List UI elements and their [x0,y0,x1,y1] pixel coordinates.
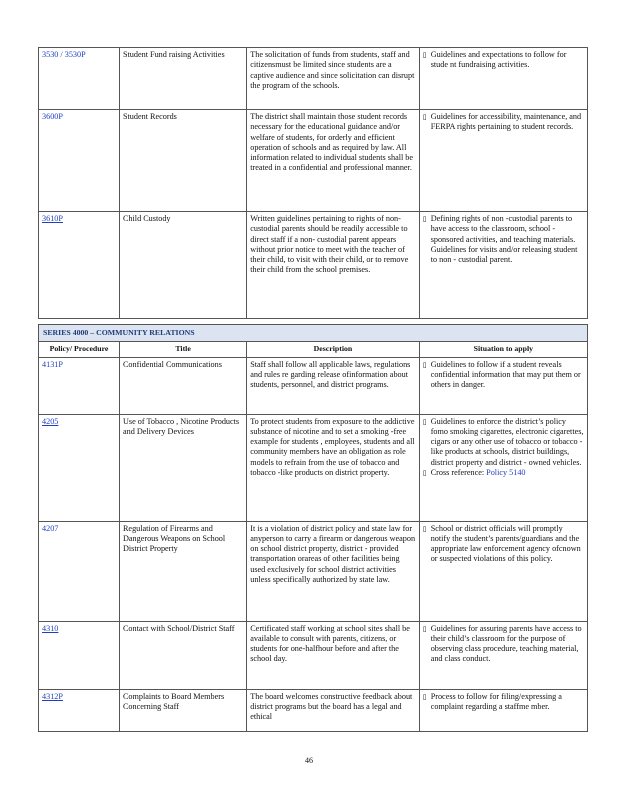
situation-cell: ▯ School or district officials will promptly notify the student’s parents/guardians and the appropriate law enforcement agency ofcnown or suspected violations of this policy. [419,521,587,621]
series-header-row [39,325,588,342]
table-row [39,48,588,110]
situation-cell: ▯ Defining rights of non -custodial parents to have access to the classroom, school -sponsored activities, and teaching materials. Guidelines for visits and/or releasing student to non - custodial parent. [419,212,587,319]
policy-link[interactable]: 4310 [42,623,59,633]
col-header-title: Title [119,342,246,357]
situation-cell: ▯ Guidelines to follow if a student reveals confidential information that may put them or others in danger. [419,357,587,414]
policy-link[interactable]: 4312P [42,691,63,701]
cross-reference: ▯ Cross reference: Policy 5140 [422,468,526,478]
description-cell: The district shall maintain those student records necessary for the educational guidance and/or welfare of students, for orderly and efficient operation of schools and as required by law. All information related to individual students shall be treated in a confidential and professional manner. [247,110,419,212]
policy-number-cell[interactable] [39,48,120,110]
title-cell: Use of Tobacco , Nicotine Products and Delivery Devices [119,414,246,521]
situation-cell: ▯ Guidelines to enforce the district’s policy fomo smoking cigarettes, electronic cigarettes, cigars or any other use of tobacco or tobacco -like products at schools, district buildings, district property and district - owned vehicles. ▯ Cross reference: Policy 5140 [419,414,587,521]
description-cell: The board welcomes constructive feedback about district programs but the board has a legal and ethical [247,689,419,731]
situation-cell: ▯ Guidelines for assuring parents have access to their child’s classroom for the purpose of observing class procedure, teaching material, and class conduct. [419,621,587,689]
description-cell: To protect students from exposure to the addictive substance of nicotine and to set a smoking -free example for students , employees, students and all community members have an obligation as role models to refrain from the use of tobacco and tobacco -like products on district property. [247,414,419,521]
page-number: 46 [305,756,313,765]
top-table-body [39,48,588,319]
table-row [39,521,588,621]
situation-cell: ▯ Guidelines for accessibility, maintenance, and FERPA rights pertaining to student records. [419,110,587,212]
description-cell: The solicitation of funds from students, staff and citizensmust be limited since students are a captive audience and since solicitation can disrupt the program of the schools. [247,48,419,110]
title-cell: Complaints to Board Members Concerning Staff [119,689,246,731]
policy-table-series-4000 [38,324,588,732]
table-row [39,212,588,319]
policy-number-cell[interactable] [39,110,120,212]
policy-number-cell[interactable] [39,414,120,521]
situation-cell: ▯ Guidelines and expectations to follow for stude nt fundraising activities. [419,48,587,110]
description-cell: Written guidelines pertaining to rights of non- custodial parents should be readily accessible to direct staff if a non- custodial parent appears without prior notice to meet with the teacher of their child, to visit with their child, or to remove their child from the school premises. [247,212,419,319]
checkbox-bullet-icon: ▯ [422,113,427,121]
table-row [39,689,588,731]
title-cell: Student Fund raising Activities [119,48,246,110]
title-cell: Child Custody [119,212,246,319]
policy-link[interactable]: 4205 [42,416,59,426]
col-header-description: Description [247,342,419,357]
checkbox-bullet-icon: ▯ [422,417,427,426]
policy-number-cell[interactable] [39,357,120,414]
series-title: SERIES 4000 – COMMUNITY RELATIONS [39,325,588,342]
checkbox-bullet-icon: ▯ [422,624,427,633]
checkbox-bullet-icon: ▯ [422,360,427,369]
policy-number-cell[interactable] [39,212,120,319]
checkbox-bullet-icon: ▯ [422,215,427,223]
policy-number[interactable]: 4131P [42,359,63,369]
policy-number-cell[interactable] [39,521,120,621]
policy-table-top [38,47,588,319]
table-row [39,621,588,689]
description-cell: Certificated staff working at school sites shall be available to consult with parents, citizens, or students for one-halfhour before and after the school day. [247,621,419,689]
policy-number[interactable]: 3530 / 3530P [42,50,86,59]
description-cell: Staff shall follow all applicable laws, regulations and rules re garding release ofinformation about students, personnel, and district programs. [247,357,419,414]
policy-link[interactable]: 3610P [42,214,63,223]
title-cell: Confidential Communications [119,357,246,414]
description-cell: It is a violation of district policy and state law for anyperson to carry a firearm or dangerous weapon on school district property, district - provided transportation orareas of other facilities being used exclusively for school district activities unless specifically authorized by state law. [247,521,419,621]
policy-number-cell[interactable] [39,621,120,689]
checkbox-bullet-icon: ▯ [422,51,427,59]
table-row [39,357,588,414]
column-header-row [39,342,588,357]
title-cell: Student Records [119,110,246,212]
checkbox-bullet-icon: ▯ [422,692,427,701]
table-row [39,110,588,212]
col-header-policy: Policy/ Procedure [39,342,120,357]
table-row [39,414,588,521]
situation-cell: ▯ Process to follow for filing/expressing a complaint regarding a staffme mber. [419,689,587,731]
policy-number[interactable]: 3600P [42,112,63,121]
col-header-situation: Situation to apply [419,342,587,357]
title-cell: Regulation of Firearms and Dangerous Weapons on School District Property [119,521,246,621]
checkbox-bullet-icon: ▯ [422,524,427,533]
cross-reference-link[interactable]: Policy 5140 [486,468,526,478]
policy-number-cell[interactable] [39,689,120,731]
policy-number[interactable]: 4207 [42,523,59,533]
checkbox-bullet-icon: ▯ [422,469,427,478]
title-cell: Contact with School/District Staff [119,621,246,689]
